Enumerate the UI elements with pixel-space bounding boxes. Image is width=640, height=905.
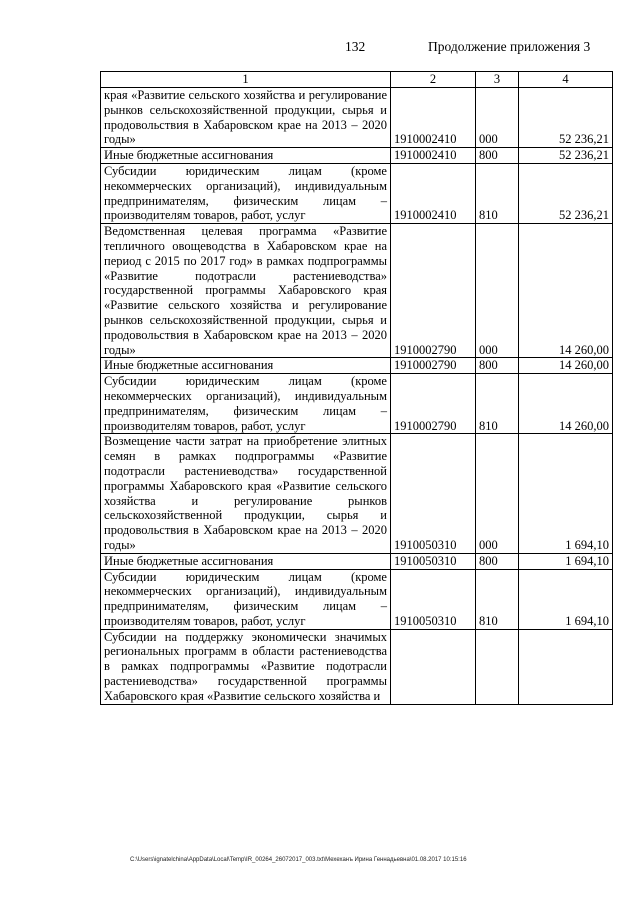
table-row <box>101 163 613 223</box>
row-name: Иные бюджетные ассигнования <box>101 148 391 164</box>
table-row <box>101 569 613 629</box>
column-header-row <box>101 72 613 88</box>
row-amount: 52 236,21 <box>519 163 613 223</box>
row-type: 800 <box>476 148 519 164</box>
row-type: 800 <box>476 553 519 569</box>
row-type: 810 <box>476 163 519 223</box>
table-row <box>101 88 613 148</box>
row-code <box>391 629 476 704</box>
table-row <box>101 358 613 374</box>
row-code: 1910002410 <box>391 163 476 223</box>
row-type: 000 <box>476 434 519 553</box>
table-row <box>101 553 613 569</box>
row-type: 810 <box>476 569 519 629</box>
row-name: Иные бюджетные ассигнования <box>101 553 391 569</box>
page-number: 132 <box>345 39 366 54</box>
row-name: края «Развитие сельского хозяйства и регулирование рынков сельскохозяйственной продукции, сырья и продовольствия в Хабаровском крае на 2013 – 2020 годы» <box>101 88 391 148</box>
row-name: Субсидии юридическим лицам (кроме некоммерческих организаций), индивидуальным предпринимателям, физическим лицам – производителям товаров, работ, услуг <box>101 163 391 223</box>
row-amount: 52 236,21 <box>519 148 613 164</box>
table-row <box>101 434 613 553</box>
row-name: Субсидии юридическим лицам (кроме некоммерческих организаций), индивидуальным предпринимателям, физическим лицам – производителям товаров, работ, услуг <box>101 374 391 434</box>
row-amount: 52 236,21 <box>519 88 613 148</box>
row-type <box>476 629 519 704</box>
row-name: Субсидии юридическим лицам (кроме некоммерческих организаций), индивидуальным предпринимателям, физическим лицам – производителям товаров, работ, услуг <box>101 569 391 629</box>
row-name: Возмещение части затрат на приобретение элитных семян в рамках подпрограммы «Развитие подотрасли растениеводства» государственной программы Хабаровского края «Развитие сельского хозяйства и регулирование рынков сельскохозяйственной продукции, сырья и продовольствия в Хабаровском крае на 2013 – 2020 годы» <box>101 434 391 553</box>
column-header: 1 <box>101 72 391 88</box>
row-type: 000 <box>476 88 519 148</box>
row-code: 1910050310 <box>391 434 476 553</box>
file-path-footer: C:\Users\ignatelchina\AppData\Local\Temp\IR_00264_26072017_003.txt\Мехеханъ Ирина Геннадьевна\01.08.2017 10:15:16 <box>130 857 467 863</box>
row-amount: 1 694,10 <box>519 569 613 629</box>
row-type: 800 <box>476 358 519 374</box>
continuation-title: Продолжение приложения 3 <box>428 39 591 54</box>
row-code: 1910050310 <box>391 553 476 569</box>
row-name: Субсидии на поддержку экономически значимых региональных программ в области растениеводства в рамках подпрограммы «Развитие подотрасли растениеводства» государственной программы Хабаровского края «Развитие сельского хозяйства и <box>101 629 391 704</box>
row-amount: 14 260,00 <box>519 224 613 358</box>
row-code: 1910002410 <box>391 88 476 148</box>
row-code: 1910002790 <box>391 358 476 374</box>
column-header: 3 <box>476 72 519 88</box>
column-header: 4 <box>519 72 613 88</box>
row-name: Иные бюджетные ассигнования <box>101 358 391 374</box>
row-amount: 14 260,00 <box>519 358 613 374</box>
row-code: 1910002790 <box>391 374 476 434</box>
table-row <box>101 148 613 164</box>
row-type: 810 <box>476 374 519 434</box>
row-amount: 1 694,10 <box>519 434 613 553</box>
row-name: Ведомственная целевая программа «Развитие тепличного овощеводства в Хабаровском крае на период с 2015 по 2017 год» в рамках подпрограммы «Развитие подотрасли растениеводства» государственной программы Хабаровского края «Развитие сельского хозяйства и регулирование рынков сельскохозяйственной продукции, сырья и продовольствия в Хабаровском крае на 2013 – 2020 годы» <box>101 224 391 358</box>
row-code: 1910002410 <box>391 148 476 164</box>
row-amount: 14 260,00 <box>519 374 613 434</box>
table-row <box>101 374 613 434</box>
budget-table <box>100 71 613 705</box>
row-amount: 1 694,10 <box>519 553 613 569</box>
column-header: 2 <box>391 72 476 88</box>
row-code: 1910050310 <box>391 569 476 629</box>
row-code: 1910002790 <box>391 224 476 358</box>
row-type: 000 <box>476 224 519 358</box>
table-row <box>101 224 613 358</box>
table-row <box>101 629 613 704</box>
row-amount <box>519 629 613 704</box>
